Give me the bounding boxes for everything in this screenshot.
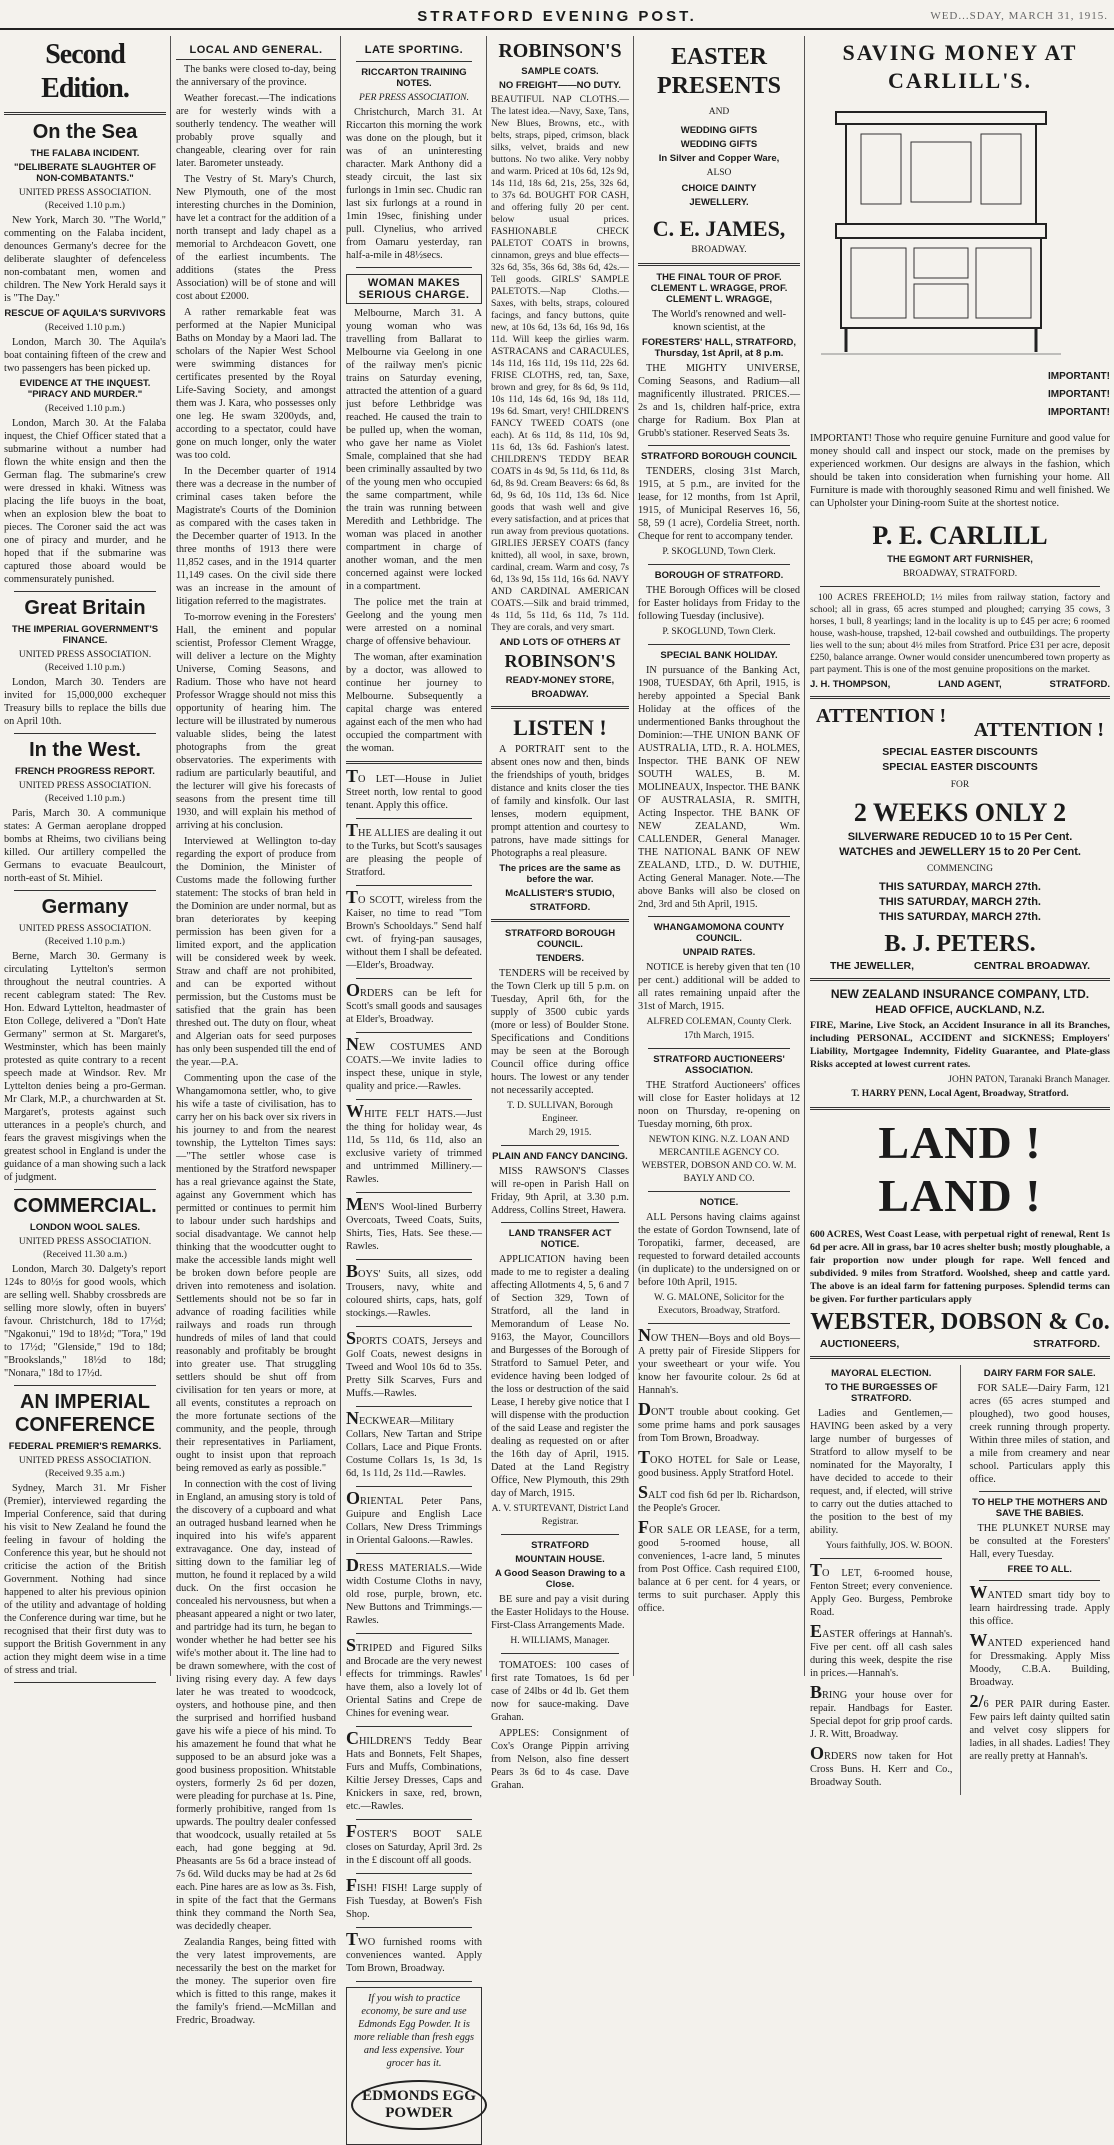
- dancing-heading: PLAIN AND FANCY DANCING.: [492, 1151, 628, 1162]
- cable-sections: [4, 121, 166, 1683]
- small-ad: WHITE FELT HATS.—Just the thing for holiday wear, 4s 11d, 5s 11d, 6s 11d, also an exclusive variety of trimmed and untrimmed Millinery.—Rawles.: [346, 1101, 482, 1185]
- section-heading: On the Sea: [32, 121, 138, 143]
- borough-text: THE Borough Offices will be closed for Easter holidays from Friday to the following Tuesday (inclusive).: [638, 585, 800, 622]
- local-paragraph: In connection with the cost of living in England, an amusing story is told of the discovery of a cupboard and what an outraged husband learned when he inquired into his wife's apparent extravagance. One day, instead of sitting down to the familiar leg of mutton, he found it replaced by a wild duck. On the first occasion he concealed his nervousness, but when a pheasant appeared a night or two later, and partridge had its turn, he began to wonder whether he had better see his wife's mother about it. The line had to be drawn somewhere, with the cost of living rising every day. A few days later he was treated to woodcock, oysters, and hothouse pine, and then the surprised and horrified husband gave his wife a piece of his mind. To his amazement he found that what he supposed to be an absurd joke was a good business proposition. Whitstable oysters, formerly 2s 6d per dozen, were pleading for purchase at 1s. Pine, formerly prohibitive, ranged from 1s upwards. The poultry dealer confessed that woodcock, usually retailed at 5s each, had gone begging at 9d. Pheasants are 5s 6d a brace instead of 7s 6d. Wild ducks may be had at 2s 6d each. Pine hares are as low as 3s. Fish, in spite of the fact that the Germans think they command the North Sea, was decidedly cheaper.: [176, 1479, 336, 1932]
- local-paragraph: Zealandia Ranges, being fitted with the very latest improvements, are necessarily the best on the market for the money. The superior oven fire which is fitted to this range, makes it the family's friend.—McMillan and Fredric, Broadway.: [176, 1937, 336, 2026]
- small-ad: ORDERS can be left for Scott's small goods and sausages at Elder's, Broadway.: [346, 980, 482, 1025]
- small-ad: SPORTS COATS, Jerseys and Golf Coats, newest designs in Tweed and Wool 10s 6d to 35s. Pretty Silk Scarves, Furs and Muffs.—Rawles.: [346, 1328, 482, 1399]
- attention-2: ATTENTION !: [973, 719, 1104, 741]
- divider: [356, 1406, 472, 1407]
- mayoral-sign: Yours faithfully, JOS. W. BOON.: [825, 1541, 953, 1551]
- divider: [810, 1107, 1110, 1110]
- divider: [501, 1145, 619, 1146]
- press-credit: UNITED PRESS ASSOCIATION. (Received 1.10 p.m.): [18, 650, 152, 673]
- notice-text: ALL Persons having claims against the estate of Gordon Townsend, late of Toropatiki, farmer, deceased, are requested to forward detailed accounts (in duplicate) to the undersigned on or before 10th April, 1915.: [638, 1212, 800, 1288]
- section-heading: COMMERCIAL.: [13, 1195, 157, 1217]
- presents-title: PRESENTS: [656, 73, 782, 99]
- thompson-name: J. H. THOMPSON,: [810, 679, 891, 690]
- thompson-role: LAND AGENT,: [938, 679, 1002, 690]
- for-text: FOR: [950, 780, 970, 790]
- small-ad: BRING your house over for repair. Handbags for Easter. Special depot for grip proof cards. J. R. Witt, Broadway.: [810, 1682, 953, 1740]
- divider: [810, 978, 1110, 981]
- local-paragraph: A rather remarkable feat was performed at the Napier Municipal Baths on Monday by a Maori lad. The scholars of the Napier West School were swimming distances for certificates presented by the Royal Life-Saving Society, and amongst them was J. Kara, who possesses only one leg. He swam 3200yds, and, according to a spectator, could have gone on much longer, only the water was too cold.: [176, 307, 336, 461]
- column-rule: [633, 36, 634, 1676]
- local-paragraph: Interviewed at Wellington to-day regarding the export of produce from the Dominion, the Minister of Customs made the following further statement: The stocks of bran held in the Dominion are under normal, but as bran deteriorates by keeping permission has been given for a limited export, and the application will be considered week by week. Straw and chaff are not prohibited, and can be exported without permission, but the Customs must be satisfied that the grain has been threshed out. The duty on flour, wheat and Algerian oats for seed purposes has only been suspended till the end of the year.—P.A.: [176, 836, 336, 1068]
- and-text: AND: [708, 107, 730, 117]
- column-notices: [638, 38, 800, 1674]
- small-ad: FISH! FISH! Large supply of Fish Tuesday, at Bowen's Fish Shop.: [346, 1875, 482, 1920]
- auctioneers-sign: NEWTON KING. N.Z. LOAN AND MERCANTILE AGENCY CO. WEBSTER, DOBSON AND CO. W. M. BAYLY AND CO.: [641, 1135, 797, 1184]
- free-to-all: FREE TO ALL.: [1007, 1564, 1072, 1575]
- notice-sign: W. G. MALONE, Solicitor for the Executors, Broadway, Stratford.: [654, 1293, 784, 1316]
- mountain-house-text: BE sure and pay a visit during the Easter Holidays to the House. First-Class Arrangements Made.: [491, 1594, 629, 1631]
- robinsons-foot-place: BROADWAY.: [531, 689, 589, 700]
- lower-columns: [810, 1365, 1110, 1795]
- robinsons-subtitle-2: NO FREIGHT——NO DUTY.: [499, 80, 621, 91]
- small-ad: NECKWEAR—Military Collars, New Tartan and Stripe Collars, Lace and Pique Fronts. Costume Collars 1s, 1s 3d, 1s 6d, 1s 11d, 2s 11d.—Rawles.: [346, 1408, 482, 1479]
- cable-text: Sydney, March 31. Mr Fisher (Premier), interviewed regarding the Imperial Conference, said that during his visit to New Zealand he found the feeling in favour of holding the Conference this year, but he should not criticise the action of the British Government. Nothing had since happened to alter his previous opinion of the utility and advantage of holding the Conference during war time, but he recognised that their first duty was to support the British Government in any action they might deem wise in a time of stress and trial.: [4, 1483, 166, 1676]
- column-local-general: [176, 38, 336, 2026]
- tenders-sign: T. D. SULLIVAN, Borough Engineer.: [507, 1101, 613, 1124]
- divider: [356, 1099, 472, 1100]
- divider: [356, 1326, 472, 1327]
- unpaid-rates-date: 17th March, 1915.: [683, 1031, 755, 1041]
- small-ad: SALT cod fish 6d per lb. Richardson, the People's Grocer.: [638, 1482, 800, 1514]
- unpaid-rates: UNPAID RATES.: [682, 947, 756, 958]
- wedding-gifts-2: WEDDING GIFTS: [680, 139, 758, 150]
- divider: [491, 706, 629, 709]
- press-credit: (Received 1.10 p.m.): [45, 404, 125, 414]
- woman-charge-heading: WOMAN MAKES SERIOUS CHARGE.: [346, 274, 482, 304]
- column-rule: [486, 36, 487, 1676]
- divider: [356, 267, 472, 268]
- peters-place: CENTRAL BROADWAY.: [973, 960, 1090, 972]
- masthead-title: STRATFORD EVENING POST.: [417, 8, 697, 25]
- cable-text: New York, March 30. "The World," commenting on the Falaba incident, denounces Germany's decree for the deliberate slaughter of defenceless non-combatant men, women and children. The New York Herald says it is "The Day.": [4, 215, 166, 304]
- press-credit: UNITED PRESS ASSOCIATION. (Received 1.10 p.m.): [18, 781, 152, 804]
- divider: [356, 818, 472, 819]
- column-sporting: [346, 38, 482, 2121]
- important-text: IMPORTANT! Those who require genuine Furniture and good value for money should call and inspect our stock, made on the premises by experienced workmen. Our designs are always in the fashion, which should be taken into consideration when furnishing your home. All Furniture is made with thoroughly seasoned Rimu and well finished. We can Upholster your Dining-room Suite at the shortest notice.: [810, 433, 1110, 509]
- divider: [356, 1726, 472, 1727]
- small-ad: MEN'S Wool-lined Burberry Overcoats, Tweed Coats, Suits, Shirts, Ties, Hats. See these.—Rawles.: [346, 1194, 482, 1252]
- land-transfer-sign: A. V. STURTEVANT, District Land Registrar.: [491, 1504, 629, 1527]
- edmonds-logo-text: EDMONDS EGG POWDER: [362, 2088, 476, 2121]
- apples-ad: APPLES: Consignment of Cox's Orange Pippin arriving from Nelson, also fine dessert Pears 3s 6d to 4s case. Dave Grahan.: [491, 1728, 629, 1791]
- press-credit: UNITED PRESS ASSOCIATION. (Received 1.10 p.m.): [18, 924, 152, 947]
- cable-text: London, March 30. Dalgety's report 124s to 80½s for good wools, which are selling well. Shabby crossbreds are selling more slowly, often in buyers' favour. Christchurch, 18d to 17½d; "Ngakonui," 19d to 18½d; "Tora," 19d to 17½d; "Glenside," 19d to 18d; "Brookslands," 18½d to 18d; "Nonara," 18d to 17½d.: [4, 1264, 166, 1379]
- dancing-text: MISS RAWSON'S Classes will re-open in Parish Hall on Friday, 9th April, at 3.30 p.m. Address, Collins Street, Hawera.: [491, 1166, 629, 1216]
- unpaid-rates-sign: ALFRED COLEMAN, County Clerk.: [646, 1017, 792, 1027]
- tenders-date: March 29, 1915.: [528, 1128, 592, 1138]
- edmonds-text: If you wish to practice economy, be sure and use Edmonds Egg Powder. It is more reliable than fresh eggs and less expensive. Your grocer has it.: [353, 1993, 475, 2069]
- small-ads: [638, 1325, 800, 1615]
- late-sporting-heading: LATE SPORTING.: [364, 44, 464, 56]
- small-ad: DON'T trouble about cooking. Get some prime hams and pork sausages from Tom Brown, Broadway.: [638, 1399, 800, 1444]
- divider: [501, 1534, 619, 1535]
- small-ad: FOSTER'S BOOT SALE closes on Saturday, April 3rd. 2s in the £ discount off all goods.: [346, 1821, 482, 1866]
- land-transfer-heading: LAND TRANSFER ACT NOTICE.: [508, 1228, 612, 1250]
- auctioneers-heading: STRATFORD AUCTIONEERS' ASSOCIATION.: [653, 1054, 785, 1076]
- divider: [14, 1385, 156, 1386]
- auctioneers-text: THE Stratford Auctioneers' offices will close for Easter holidays at 12 noon on Thursday, re-opening on Tuesday morning, 6th prox.: [638, 1080, 800, 1130]
- mountain-house-sub: A Good Season Drawing to a Close.: [494, 1568, 626, 1590]
- column-rule: [340, 36, 341, 1676]
- lower-right: [969, 1365, 1110, 1795]
- cable-text: London, March 30. The Aquila's boat containing fifteen of the crew and two passengers has been picked up.: [4, 337, 166, 374]
- column-robinsons: [491, 38, 629, 1791]
- divider: [356, 1553, 472, 1554]
- item-subheading: "DELIBERATE SLAUGHTER OF NON-COMBATANTS.": [13, 162, 157, 184]
- sideboard-illustration: [816, 102, 1066, 362]
- dairy-heading: DAIRY FARM FOR SALE.: [983, 1368, 1096, 1379]
- divider: [648, 1191, 790, 1192]
- divider: [810, 696, 1110, 699]
- divider: [491, 919, 629, 922]
- small-ad: TWO furnished rooms with conveniences wanted. Apply Tom Brown, Broadway.: [346, 1929, 482, 1974]
- cable-text: Berne, March 30. Germany is circulating Lyttelton's sermon throughout the neutral countries. A recent cablegram stated: The Rev. Hon. Edward Lyttelton, headmaster of Eton College, delivered a "Don't Hate Germany" sermon at St. Margaret's, Westminster, which has been mainly protested as quite contrary to a recent speech made at Windsor. Rev. Mr Lyttelton denies being a pro-German. Mr Clark, M.P., a churchwarden at St. Margaret's, protests against such utterances in a people's church, and fears the gravest misgivings when the greatest school in England is under the guidance of a man showing such a lack of judgment.: [4, 951, 166, 1183]
- jewellery-text: JEWELLERY.: [689, 197, 749, 208]
- robinsons-subtitle: SAMPLE COATS.: [521, 66, 599, 77]
- woman-charge-text-2: The police met the train at Geelong and the young men were arrested on a nominal charge of offensive behaviour.: [346, 597, 482, 647]
- divider: [356, 1192, 472, 1193]
- edmonds-logo: [351, 2080, 487, 2130]
- council-heading: STRATFORD BOROUGH COUNCIL: [640, 451, 798, 462]
- mayoral-heading: MAYORAL ELECTION.: [831, 1368, 932, 1379]
- saving-money-heading: SAVING MONEY AT: [842, 40, 1078, 65]
- local-paragraph: The banks were closed to-day, being the anniversary of the province.: [176, 64, 336, 88]
- borough-heading: BOROUGH OF STRATFORD.: [654, 570, 784, 581]
- important-2: IMPORTANT!: [1047, 389, 1110, 400]
- divider: [810, 1356, 1110, 1359]
- divider: [14, 1682, 156, 1683]
- bank-holiday-text: IN pursuance of the Banking Act, 1908, TUESDAY, 6th April, 1915, is hereby appointed a Special Bank Holiday at the offices of the undermentioned Banks throughout the Dominion:—THE UNION BANK OF AUSTRALIA, LTD., R. A. HOLMES, Inspector. THE BANK OF NEW SOUTH WALES, B. M. MOLINEAUX, Inspector. THE BANK OF AUSTRALASIA, R. SMITH, Acting Inspector. THE BANK OF NEW ZEALAND, Wm. CALLENDER, General Manager. THE NATIONAL BANK OF NEW ZEALAND, LTD., D. W. DUTHIE, Acting General Manager. Note.—The above Banks will also be closed on 2nd, 3rd and 5th April, 1915.: [638, 665, 800, 910]
- divider: [648, 445, 790, 446]
- item-subheading: RESCUE OF AQUILA'S SURVIVORS: [4, 308, 166, 319]
- special-discounts-2: SPECIAL EASTER DISCOUNTS: [882, 761, 1038, 773]
- small-ad: TOKO HOTEL for Sale or Lease, good business. Apply Stratford Hotel.: [638, 1447, 800, 1479]
- section-subheading: THE FALABA INCIDENT.: [30, 148, 140, 159]
- freehold-text: 100 ACRES FREEHOLD; 1½ miles from railway station, factory and school; all in grass, 65 acres stumped and ploughed; carrying 35 cows, 3 horses, 1 bull, 8 yearlings; land in the locality is up to £45 per acre; 6 roomed house, wash-house, trapshed, 12-bail cowshed and outbuildings. The property lies well to the sun; about 4½ miles from Stratford. Price £31 per acre, deposit £250, balance arrange. Owner would consider unencumbered town property as part payment. This is one of the most genuine propositions on the market.: [810, 593, 1110, 675]
- carlill-name: P. E. CARLILL: [872, 521, 1048, 550]
- help-mothers: TO HELP THE MOTHERS AND SAVE THE BABIES.: [971, 1497, 1108, 1519]
- small-ad: NEW COSTUMES AND COATS.—We invite ladies to inspect these, unique in style, quality and price.—Rawles.: [346, 1034, 482, 1092]
- wragge-intro: The World's renowned and well-known scientist, at the: [651, 309, 787, 333]
- section-heading: Great Britain: [24, 597, 146, 619]
- unpaid-rates-text: NOTICE is hereby given that ten (10 per cent.) additional will be added to all rates remaining unpaid after the 31st of March, 1915.: [638, 962, 800, 1012]
- wragge-hall: FORESTERS' HALL, STRATFORD, Thursday, 1st April, at 8 p.m.: [641, 337, 797, 359]
- listen-place: STRATFORD.: [529, 902, 591, 913]
- wedding-gifts: WEDDING GIFTS: [680, 125, 758, 136]
- whangamomona-heading: WHANGAMOMONA COUNTY COUNCIL.: [653, 922, 785, 944]
- lower-left-ads: [810, 1560, 953, 1789]
- divider: [820, 1558, 942, 1559]
- small-ad: BOYS' Suits, all sizes, odd Trousers, navy, white and coloured shirts, caps, hats, golf stockings.—Rawles.: [346, 1261, 482, 1319]
- james-name: C. E. JAMES,: [652, 216, 786, 241]
- divider: [501, 1222, 619, 1223]
- tenders-text: TENDERS will be received by the Town Clerk up till 5 p.m. on Tuesday, April 6th, for the supply of 3500 cubic yards (more or less) of Boulder Stone. Specifications and Conditions may be seen at the Borough Council office during office hours. The lowest or any tender not necessarily accepted.: [491, 968, 629, 1096]
- divider: [648, 564, 790, 565]
- press-credit: UNITED PRESS ASSOCIATION. (Received 1.10 p.m.): [18, 188, 152, 211]
- divider: [501, 1653, 619, 1654]
- divider: [820, 586, 1100, 587]
- nzi-text: FIRE, Marine, Live Stock, an Accident Insurance in all its Branches, including PERSONAL, ACCIDENT and SICKNESS; Employers' Liability, Mortgagee Indemnity, Fidelity Guarantee, and Plate-glass Risks accepted at lowest current rates.: [810, 1020, 1110, 1070]
- small-ad: WANTED experienced hand for Dressmaking. Apply Miss Moody, C.B.A. Building, Broadway.: [969, 1630, 1110, 1688]
- section-subheading: LONDON WOOL SALES.: [29, 1222, 141, 1233]
- tenders-heading: TENDERS.: [535, 953, 585, 964]
- small-ad: THE ALLIES are dealing it out to the Turks, but Scott's sausages are pleasing the people of Stratford.: [346, 820, 482, 878]
- webster-line: [820, 1338, 1100, 1350]
- divider: [356, 1486, 472, 1487]
- small-ad: NOW THEN—Boys and old Boys—A pretty pair of Fireside Slippers for your sweetheart or your wife. You know her favourite colour. 2s 6d at Hannah's.: [638, 1325, 800, 1396]
- divider: [648, 1323, 790, 1324]
- webster-role: AUCTIONEERS,: [820, 1338, 900, 1350]
- edmonds-ad: [346, 1987, 482, 2145]
- attention-1: ATTENTION !: [816, 705, 947, 727]
- small-ad: TO LET, 6-roomed house, Fenton Street; every convenience. Apply Geo. Burgess, Pembroke Road.: [810, 1560, 953, 1618]
- peters-role: THE JEWELLER,: [830, 960, 915, 972]
- riccarton-heading: RICCARTON TRAINING NOTES.: [361, 67, 467, 89]
- dairy-text: FOR SALE—Dairy Farm, 121 acres (65 acres stumped and ploughed), two good houses, creek running through property. Within three miles of station, and a mile from creamery and near school. Particulars apply this office.: [969, 1383, 1110, 1485]
- divider: [356, 1259, 472, 1260]
- divider: [356, 1819, 472, 1820]
- small-ad: TO SCOTT, wireless from the Kaiser, no time to read "Tom Brown's Schooldays." Send half cwt. of frying-pan sausages, without them I shall be defeated.—Elder's, Broadway.: [346, 887, 482, 971]
- silverware-reduced: SILVERWARE REDUCED 10 to 15 Per Cent.: [847, 831, 1073, 843]
- small-ad: ORIENTAL Peter Pans, Guipure and English Lace Collars, New Dress Trimmings in Oriental Galoons.—Rawles.: [346, 1488, 482, 1546]
- notice-heading: NOTICE.: [699, 1197, 739, 1208]
- listen-prices: The prices are the same as before the war.: [499, 863, 621, 885]
- local-paragraph: Weather forecast.—The indications are for westerly winds with a southerly tendency. The weather will probably prove squally and changeable, clearing over for rain later. Barometer unsteady.: [176, 93, 336, 169]
- divider: [356, 885, 472, 886]
- nzi-paton: JOHN PATON, Taranaki Branch Manager.: [948, 1075, 1110, 1085]
- lower-right-ads: [969, 1582, 1110, 1763]
- land-text: 600 ACRES, West Coast Lease, with perpetual right of renewal, Rent 1s 6d per acre. All in grass, bar 10 acres shelter bush; mostly ploughable, a fair proportion now under plough for rape. Well fenced and subdivided. 9 miles from Stratford. Woolshed, sheep and cattle yard. The above is an ideal farm for fattening purposes. Splendid terms can be given. For further particulars apply: [810, 1229, 1110, 1305]
- council-text: TENDERS, closing 31st March, 1915, at 5 p.m., are invited for the lease, for 12 months, from 1st April, 1915, of Municipal Reserves 16, 56, 58, 59 (1 acre), Cordelia Street, north. Cheque for rent to accompany tender.: [638, 466, 800, 542]
- divider: [14, 890, 156, 891]
- divider: [356, 1981, 472, 1982]
- small-ad: CHILDREN'S Teddy Bear Hats and Bonnets, Felt Shapes, Furs and Muffs, Combinations, Kiltie Jersey Dresses, Caps and Knickers in saxe, red, brown, etc.—Rawles.: [346, 1728, 482, 1812]
- thompson-line: [810, 679, 1110, 690]
- land-transfer-text: APPLICATION having been made to me to register a dealing affecting Allotments 4, 5, 6 and 7 of Section 329, Town of Stratford, all the land in Memorandum of Lease No. 9163, the Mayor, Councillors and Burgesses of the Borough of Stratford to Samuel Peter, and evidence having been lodged of the loss or destruction of the said Lease, I hereby give notice that I will dispense with the production of the said Lease and register the dealing as requested on or after the 16th day of April, 1915. Dated at the Land Registry Office, New Plymouth, this 29th day of March, 1915.: [491, 1254, 629, 1499]
- divider: [356, 1633, 472, 1634]
- mayoral-text: Ladies and Gentlemen,—HAVING been asked by a very large number of burgesses of Stratford to allow myself to be nominated for the Mayoralty, I have decided to accede to their request, and, if elected, will strive to carry out the duties attached to the position to the best of my ability.: [810, 1408, 953, 1536]
- small-ad: ORDERS now taken for Hot Cross Buns. H. Kerr and Co., Broadway South.: [810, 1743, 953, 1788]
- attention-line: [816, 705, 1104, 742]
- listen-studio: McALLISTER'S STUDIO,: [505, 888, 615, 899]
- peters-line: [830, 960, 1090, 972]
- small-ads: [346, 766, 482, 1982]
- divider: [648, 644, 790, 645]
- council-heading: STRATFORD BOROUGH COUNCIL.: [504, 928, 616, 950]
- wragge-details: THE MIGHTY UNIVERSE, Coming Seasons, and Radium—all magnificently illustrated. PRICES.—2s and 1s, children half-price, extra charge for Radium. Box Plan at Grubb's stationer. Reserved Seats 3s.: [638, 363, 800, 439]
- local-general-heading: LOCAL AND GENERAL.: [176, 44, 336, 60]
- webster-place: STRATFORD.: [1033, 1338, 1100, 1350]
- small-ad: STRIPED and Figured Silks and Brocade are the very newest effects for trimmings. Rawles' have them, also a lovely lot of Oriental Satins and Crepe de Chines for evening wear.: [346, 1635, 482, 1719]
- borough-sign: P. SKOGLUND, Town Clerk.: [662, 627, 776, 637]
- divider: [356, 1873, 472, 1874]
- small-ad: WANTED smart tidy boy to learn hairdressing trade. Apply this office.: [969, 1582, 1110, 1627]
- divider: [356, 61, 472, 62]
- this-saturday-2: THIS SATURDAY, MARCH 27th.: [879, 896, 1041, 908]
- press-credit: (Received 1.10 p.m.): [45, 323, 125, 333]
- divider: [14, 733, 156, 734]
- tomatoes-ad: TOMATOES: 100 cases of first rate Tomatoes, 1s 6d per case of 24lbs or 4d lb. Get them now for sauce-making. Dave Grahan.: [491, 1660, 629, 1723]
- divider: [648, 916, 790, 917]
- masthead: [0, 6, 1114, 30]
- press-credit: PER PRESS ASSOCIATION.: [358, 93, 470, 103]
- local-paragraph: The Vestry of St. Mary's Church, New Plymouth, one of the most interesting churches in the Dominion, have let a contract for the addition of a north transept and lady chapel as a memorial to Archdeacon Govett, one of the earliest incumbents. The additions (states the Press Association) will be of stone and will cost about £2000.: [176, 174, 336, 302]
- riccarton-text: Christchurch, March 31. At Riccarton this morning the work was done on the plough, but it was of an uninteresting character. Mark Anthony did a steady circuit, the last six furlongs in 1min sec. Chudic ran last six furlongs at a round in 1min 19sec, finishing under pull. Clynelius, who arrived from Oamaru yesterday, ran half-a-mile in 48½secs.: [346, 107, 482, 261]
- section-heading: Germany: [41, 896, 129, 918]
- robinsons-title: ROBINSON'S: [498, 40, 622, 62]
- divider: [979, 1491, 1100, 1492]
- thompson-place: STRATFORD.: [1049, 679, 1110, 690]
- this-saturday-1: THIS SATURDAY, MARCH 27th.: [879, 881, 1041, 893]
- nzi-penn: T. HARRY PENN, Local Agent, Broadway, Stratford.: [851, 1089, 1069, 1099]
- commencing-text: COMMENCING: [927, 864, 993, 874]
- divider: [638, 263, 800, 266]
- woman-charge-text-3: The woman, after examination by a doctor, was allowed to continue her journey to Melbourne. Subsequently a capital charge was entered against each of the men who had occupied the compartment with the woman.: [346, 652, 482, 754]
- divider: [356, 978, 472, 979]
- choice-dainty: CHOICE DAINTY: [681, 183, 757, 194]
- column-cables: [4, 38, 166, 1674]
- divider: [4, 112, 166, 115]
- egmont-place: BROADWAY, STRATFORD.: [902, 569, 1018, 579]
- bank-holiday-heading: SPECIAL BANK HOLIDAY.: [660, 650, 778, 661]
- section-heading: AN IMPERIAL CONFERENCE: [14, 1391, 155, 1436]
- webster-dobson: WEBSTER, DOBSON & Co.: [810, 1309, 1110, 1335]
- local-paragraph: To-morrow evening in the Foresters' Hall, the eminent and popular scientist, Professor Clement Wragge, will deliver a lecture on the Mighty Universe, Coming Seasons, and Radium. Those who have not heard Professor Wragge should not miss this opportunity of hearing him. The lecture will be illustrated by numerous valuable slides, being the latest photographs from the great observatories. The experiments with radium are particularly beautiful, and the lecturer will give his forecasts of seasons from the present time till 1930, and will explain his method of arriving at his conclusion.: [176, 612, 336, 831]
- carlill-heading: CARLILL'S.: [887, 68, 1033, 93]
- small-ad: DRESS MATERIALS.—Wide width Costume Cloths in navy, old rose, purple, brown, etc. New Buttons and Trimmings.—Rawles.: [346, 1555, 482, 1626]
- two-weeks-only: 2 WEEKS ONLY 2: [853, 798, 1067, 827]
- council-sign: P. SKOGLUND, Town Clerk.: [662, 547, 776, 557]
- divider: [14, 1189, 156, 1190]
- this-saturday-3: THIS SATURDAY, MARCH 27th.: [879, 911, 1041, 923]
- cable-text: London, March 30. At the Falaba inquest, the Chief Officer stated that a submarine without a number had flown the white ensign and then the German flag. The submarine's crew were dressed in khaki. Witness was placing the life buoys in the boat, when an explosion blew the boat to pieces. The Coroner said the act was one of piracy and murder, and he hoped that if the submarine was captured those aboard would be commensurately punished.: [4, 418, 166, 585]
- mountain-house-sign: H. WILLIAMS, Manager.: [510, 1636, 610, 1646]
- plunket-text: THE PLUNKET NURSE may be consulted at the Foresters' Hall, every Tuesday.: [969, 1523, 1110, 1560]
- mountain-house-heading: STRATFORD: [531, 1540, 589, 1551]
- robinsons-foot-title: ROBINSON'S: [504, 651, 616, 671]
- divider: [14, 591, 156, 592]
- column-adverts: [810, 38, 1110, 1788]
- wragge-heading: THE FINAL TOUR OF PROF. CLEMENT L. WRAGGE, PROF. CLEMENT L. WRAGGE,: [650, 272, 788, 305]
- important-1: IMPORTANT!: [1047, 371, 1110, 382]
- item-subheading: EVIDENCE AT THE INQUEST. "PIRACY AND MURDER.": [19, 378, 151, 400]
- also-text: ALSO: [706, 168, 732, 178]
- land-land-heading: LAND ! LAND !: [878, 1117, 1042, 1221]
- local-paragraph: In the December quarter of 1914 there was a decrease in the number of criminal cases taken before the Magistrate's Courts of the Dominion as compared with the cases taken in the December quarter of 1913. In the three months of 1913 there were 11,852 cases, and in the 1914 quarter 11,149 cases. On the civil side there was an increase in the amount of litigation referred to the magistrates.: [176, 466, 336, 607]
- divider: [346, 761, 482, 764]
- divider: [979, 1580, 1100, 1581]
- nzi-office: HEAD OFFICE, AUCKLAND, N.Z.: [875, 1004, 1045, 1016]
- column-rule: [804, 36, 805, 1676]
- peters-name: B. J. PETERS.: [884, 931, 1036, 957]
- listen-title: LISTEN !: [513, 715, 607, 740]
- egmont-art: THE EGMONT ART FURNISHER,: [887, 554, 1033, 565]
- small-ad: FOR SALE OR LEASE, for a term, good 5-roomed house, all conveniences, 1-acre land, 5 minutes from Post Office. Cash required £100, balance at 6 per cent. for 4 years, or terms to suit purchaser. Apply this office.: [638, 1517, 800, 1614]
- special-discounts-1: SPECIAL EASTER DISCOUNTS: [882, 746, 1038, 758]
- press-credit: UNITED PRESS ASSOCIATION. (Received 9.35 a.m.): [18, 1456, 152, 1479]
- robinsons-foot-store: READY-MONEY STORE,: [505, 675, 615, 686]
- section-subheading: FEDERAL PREMIER'S REMARKS.: [8, 1441, 162, 1452]
- mountain-house-heading-2: MOUNTAIN HOUSE.: [515, 1554, 605, 1565]
- small-ad: 2/6 PER PAIR during Easter. Few pairs left dainty quilted satin and velvet cosy slippers for ladies, in all shades. Ladies! They are really pretty at Hannah's.: [969, 1691, 1110, 1762]
- watches-jewellery: WATCHES and JEWELLERY 15 to 20 Per Cent.: [839, 846, 1081, 858]
- listen-text: A PORTRAIT sent to the absent ones now and then, binds the friendships of youth, bridges distance and knits closer the ties of family and kinsfolk. Our last lenses, modern equipment, prompt attention and courtesy to patrons, have made sittings for Photographs a real pleasure.: [491, 744, 629, 859]
- column-rule: [960, 1365, 961, 1795]
- press-credit: UNITED PRESS ASSOCIATION. (Received 11.30 a.m.): [18, 1237, 152, 1260]
- column-rule: [170, 36, 171, 1676]
- robinsons-foot: AND LOTS OF OTHERS AT: [499, 637, 621, 648]
- divider: [648, 1048, 790, 1049]
- second-edition-heading: Second Edition.: [41, 39, 129, 104]
- local-paragraph: Commenting upon the case of the Whangamomona settler, who, to give his wife a taste of civilisation, has to carry her on his back over six rivers in his journey to and from the nearest township, the Lyttelton Times says:—"The settler whose case is mentioned by the Stratford newspaper has a real grievance against the State, against any Government which has permitted or continues to permit him to labour under such hardships and social disadvantage. We cannot help thinking that the woodcutter ought to make the accessible lands might well be broken down before people are driven into remoteness and isolation. Settlements should not be so far in advance of roading facilities while railways and roads run through hundreds of miles of land that could reasonably and profitably be brought into greater use. That struggling settlers should be shut off from civilisation for ten years or more, at all events, constitutes a reproach on the more fortunate sections of the community, and the people, through their representatives in Parliament, ought to insist upon that reproach being removed as early as possible.": [176, 1073, 336, 1474]
- robinsons-text: BEAUTIFUL NAP CLOTHS.—The latest idea.—Navy, Saxe, Tans, New Blues, Browns, etc., with belts, straps, piped, crimson, black silks, velvet, braids and new buttons. No two alike. Very nobby and warm. Priced at 10s 6d, 12s 9d, 14s 11d, 18s 6d, 21s, 25s, 32s 6d, to 37s 6d. BOUGHT FOR CASH, and offering fully 20 per cent. below usual prices. FASHIONABLE CHECK PALETOT COATS in browns, cinnamon, greys and blue effects—32s 6d, 35s, 36s 6d, 38s 6d, 42s.—Tell goods. GIRLS' SAMPLE PALETOTS.—Nap Cloths.—Saxes, with belts, straps, coloured facings, and fancy buttons, quite new, at 10s 6d, 13s 6d, 16s 9d, 16s 11d. Will keep the girlies warm. ASTRACANS and CARACULES, 14s 11d, 16s 11d, 19s 11d, 22s 6d. FRISE CLOTHS, red, tan, Saxe, brown and grey, for 8s 6d, 9s 11d, 10s 11d, 14s 6d, 16s 9d, 18s 11d, 19s 6d. Smart, very! CHILDREN'S FANCY TWEED COATS (one each). At 6s 11d, 8s 11d, 10s 9d, 11s 6d, 13s 6d. Fashion's latest. CHILDREN'S TEDDY BEAR COATS in 4s 9d, 5s 11d, 6s 11d, 8s 6d, 8s 9d. Cream Beavers: 6s 6d, 8s 6d, 9s 6d, 10s 11d, 13s 6d. Nice goods that wash well and give every satisfaction, and at prices that run away from previous quotations. GIRLIES JERSEY COATS (fancy knitted), all wool, in saxe, brown, cardinal, cream. Warm and cosy, 7s 6d, 13s 9d, 15s 11d, 16s 6d. NAVY AND CARDINAL AMERICAN COATS.—Silk and braid trimmed, 4s 11d, 5s 11d, 6s 11d, 7s 11d. They are corals, and very smart.: [491, 94, 629, 633]
- easter-title: EASTER: [670, 44, 768, 70]
- james-place: BROADWAY.: [691, 245, 747, 255]
- silver-ware: In Silver and Copper Ware,: [658, 153, 780, 164]
- small-ad: EASTER offerings at Hannah's. Five per cent. off all cash sales during this week, despite the rise in prices.—Hannah's.: [810, 1621, 953, 1679]
- cable-text: Paris, March 30. A communique states: A German aeroplane dropped bombs at Rheims, two civilians being killed. Our artillery compelled the Germans to evacuate Beaulcourt, north-east of St. Mihiel.: [4, 808, 166, 884]
- section-heading: In the West.: [29, 739, 141, 761]
- divider: [356, 1032, 472, 1033]
- burgesses-heading: TO THE BURGESSES OF STRATFORD.: [824, 1382, 938, 1404]
- section-subheading: THE IMPERIAL GOVERNMENT'S FINANCE.: [11, 624, 159, 646]
- nzi-title: NEW ZEALAND INSURANCE COMPANY, LTD.: [830, 987, 1090, 1001]
- section-subheading: FRENCH PROGRESS REPORT.: [15, 766, 155, 777]
- divider: [356, 1927, 472, 1928]
- local-general-paragraphs: [176, 63, 336, 2027]
- cable-text: London, March 30. Tenders are invited for 15,000,000 exchequer Treasury bills to replace the bills due on April 10th.: [4, 677, 166, 727]
- masthead-date: WED...SDAY, MARCH 31, 1915.: [930, 10, 1108, 22]
- important-3: IMPORTANT!: [1047, 407, 1110, 418]
- lower-left: [810, 1365, 952, 1795]
- small-ad: TO LET—House in Juliet Street north, low rental to good tenant. Apply this office.: [346, 766, 482, 811]
- woman-charge-text-1: Melbourne, March 31. A young woman who was travelling from Ballarat to Melbourne via Geelong in one of the railway men's picnic trains on Saturday evening, attracted the attention of a guard just before Lethbridge was reached. He caused the train to be pulled up, when the woman, who gave her name as Violet Smale, complained that she had been criminally assaulted by two of the young men who occupied the same compartment, while the train was running between Meredith and Lethbridge. The woman was placed in another compartment in charge of another woman, and the men concerned against were locked in a compartment.: [346, 308, 482, 592]
